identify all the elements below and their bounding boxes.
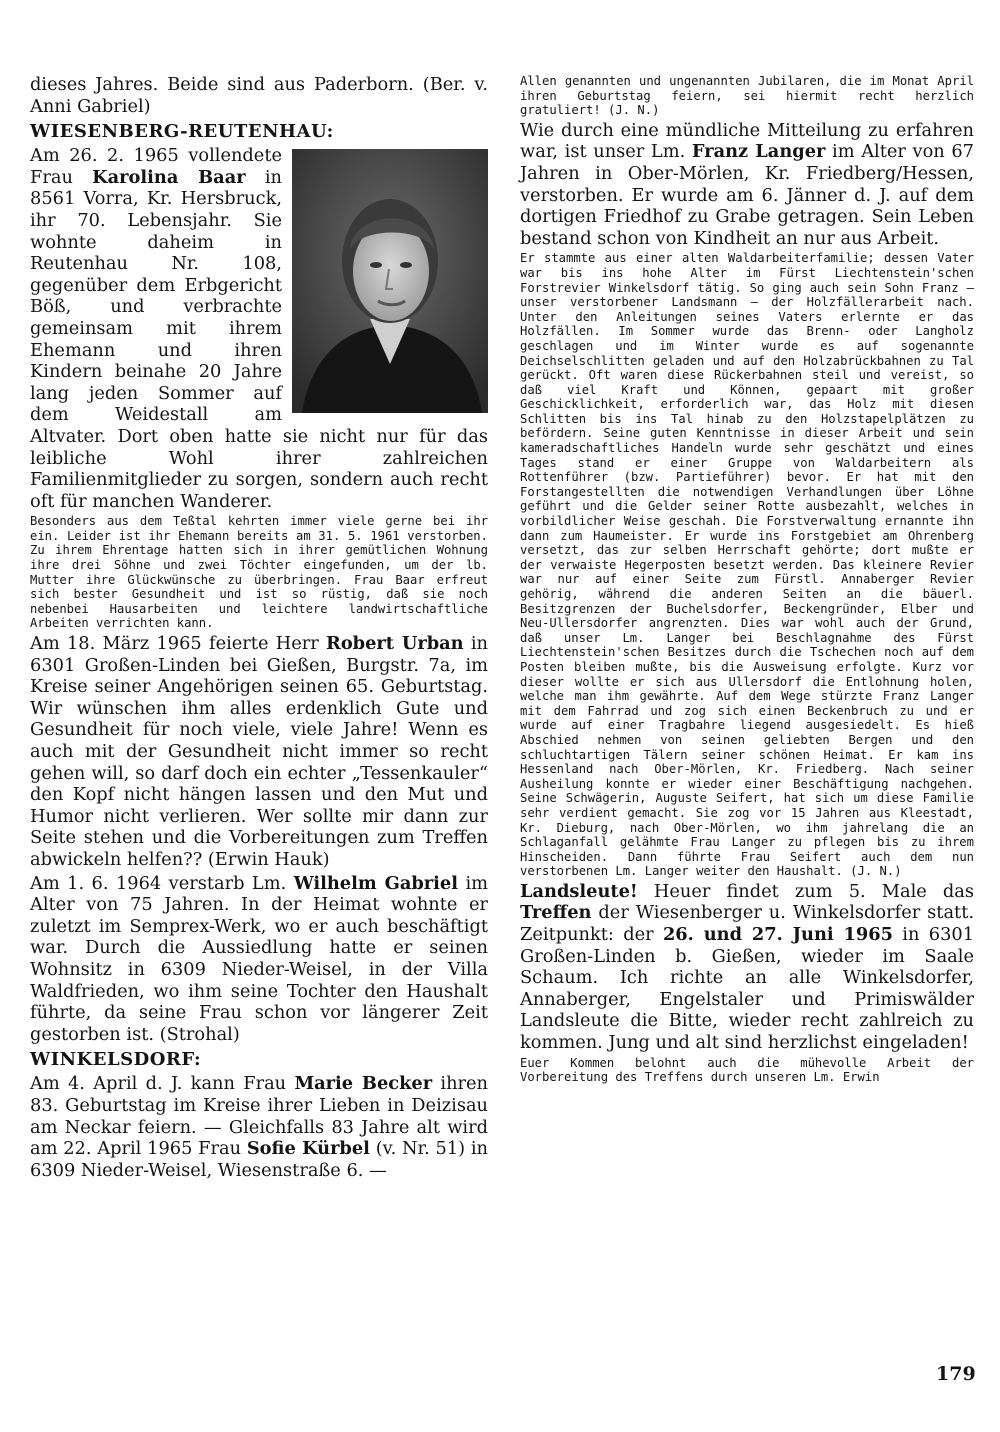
paragraph-urban [30,633,488,871]
text-run: in 6301 Großen-Linden bei Gießen, Burgstr. 7a, im Kreise seiner Angehörigen seinen 65. Geburtstag. Wir wünschen ihm alles erdenklich Gute und Gesundheit für noch viele, viele Jahre! Wenn es auch mit der Gesundheit nicht immer so recht gehen will, so darf doch ein echter „Tessenkauler“ den Kopf nicht hängen lassen und den Mut und Humor nicht verlieren. Wer sollte mir dann zur Seite stehen und die Vorbereitungen zum Treffen abwickeln helfen?? (Erwin Hauk) [30,633,488,870]
bold-landsleute: Landsleute! [520,880,638,902]
bold-date: 26. und 27. Juni 1965 [662,924,893,946]
text-run: im Alter von 67 Jahren in Ober-Mörlen, Kr. Friedberg/Hessen, verstorben. Er wurde am 6. Jänner d. J. auf dem dortigen Friedhof zu Grabe getragen. Sein Leben bestand schon von Kindheit an nur aus Arbeit. [520,141,974,249]
paragraph-becker [30,1073,488,1181]
text-run: (v. Nr. 51) in 6309 Nieder-Weisel, Wiesenstraße 6. — [30,1138,488,1181]
text-run: Wie durch eine mündliche Mitteilung zu erfahren war, ist unser Lm. [520,119,974,163]
paragraph-langer-small: Er stammte aus einer alten Waldarbeiterfamilie; dessen Vater war bis ins hohe Alter im Fürst Liechtenstein'schen Forstrevier Winkelsdorf tätig. So ging auch sein Sohn Franz — unser verstorbener Landsmann — der Holzfällerarbeit nach. Unter den Anleitungen seines Vaters erlernte er das Holzfällen. Im Sommer wurde das Brenn- oder Langholz geschlagen und im Winter wurde es auf sogenannte Deichselschlitten geladen und auf den Holzabrückbahnen zu Tal gerückt. Oft waren diese Rückerbahnen steil und vereist, so daß viel Kraft und Können, gepaart mit großer Geschicklichkeit, erforderlich war, das Holz mit diesen Schlitten bis ins Tal hinab zu den Holzstapelplätzen zu befördern. Seine guten Kenntnisse in dieser Arbeit und sein kameradschaftliches Handeln wurde sehr geschätzt und eines Tages stand er einer Gruppe von Waldarbeitern als Rottenführer (bzw. Partieführer) bevor. Er hat mit den Forstangestellten die notwendigen Verhandlungen über Löhne geführt und die Gelder seiner Rotte ausbezahlt, welches in vorbildlicher Weise geschah. Die Forstverwaltung ernannte ihn dann zum Haumeister. Er wurde ins Forstgebiet am Ohrenberg versetzt, das zur selben Herrschaft gehörte; dort mußte er der verwaiste Hegerposten besetzt werden. Das kleinere Revier war nur auf einer Seite zum Fürstl. Annaberger Revier gehörig, während die anderen Seiten an die bäuerl. Besitzgrenzen der Buchelsdorfer, Beckengründer, Elber und Neu-Ullersdorfer angrenzten. Dies war wohl auch der Grund, daß unser Lm. Langer bei Beschlagnahme des Fürst Liechtenstein'schen Besitzes durch die Tschechen noch auf dem Posten bleiben mußte, bis die Ausweisung erfolgte. Kurz vor dieser wollte er sich aus Ullersdorf die Entlohnung holen, welche man ihm gewährte. Auf dem Wege stürzte Franz Langer mit dem Fahrrad und zog sich einen Beckenbruch zu und er wurde auf einer Tragbahre liegend ausgesiedelt. Es hieß Abschied nehmen von seinen geliebten Bergen und den schluchtartigen Tälern seiner schönen Heimat. Er kam ins Hessenland nach Ober-Mörlen, Kr. Friedberg. Nach seiner Ausheilung konnte er wieder einer Beschäftigung nachgehen. Seine Schwägerin, Auguste Seifert, hat sich um diese Familie sehr verdient gemacht. Sie zog vor 15 Jahren aus Kleestadt, Kr. Dieburg, nach Ober-Mörlen, wo ihm jahrelang die an Schlaganfall gelähmte Frau Langer zu pflegen bis zu ihrem Hinscheiden. Dann führte Frau Seifert auch dem nun verstorbenen Lm. Langer weiter den Haushalt. (J. N.) [520,251,974,879]
name-wilhelm-gabriel: Wilhelm Gabriel [293,872,458,894]
portrait-image [292,149,488,413]
text-run: in 6301 Großen-Linden b. Gießen, wieder im Saale Schaum. Ich richte an alle Winkelsdorfer, Annaberger, Engelstaler und Primiswälder Landsleute die Bitte, wieder recht zahlreich zu kommen. Jung und alt sind herzlichst eingeladen! [520,924,975,1054]
text-run: im Alter von 75 Jahren. In der Heimat wohnte er zuletzt im Semprex-Werk, wo er auch beschäftigt war. Durch die Aussiedlung hatte er seinen Wohnsitz in 6309 Nieder-Weisel, in der Villa Waldfrieden, wo ihm seine Tochter den Haushalt führte, da seine Frau schon vor längerer Zeit gestorben ist. (Strohal) [30,872,488,1045]
paragraph-closing: Euer Kommen belohnt auch die mühevolle Arbeit der Vorbereitung des Treffens durch unseren Lm. Erwin [520,1055,974,1085]
section-heading-wiesenberg: WIESENBERG-REUTENHAU: [30,121,334,143]
paragraph-treffen [520,881,974,1054]
text-run: Am 1. 6. 1964 verstarb Lm. [30,872,294,894]
left-column [30,74,488,1181]
paragraph-langer [520,120,974,250]
name-marie-becker: Marie Becker [294,1073,433,1095]
text-run: Heuer findet zum 5. Male das [637,880,974,902]
paragraph-continuation: dieses Jahres. Beide sind aus Paderborn. (Ber. v. Anni Gabriel) [30,74,488,117]
right-column [520,74,974,1085]
text-run: Am 4. April d. J. kann Frau [30,1073,295,1095]
text-run: in 8561 Vorra, Kr. Hersbruck, ihr 70. Lebensjahr. Sie wohnte daheim in Reutenhau Nr. 108, gegenüber dem Erbgericht Böß, und verbrachte gemeinsam mit ihrem Ehemann und ihren Kindern beinahe 20 Jahre lang jeden Sommer auf dem Weidestall am Altvater. Dort oben hatte sie nicht nur für das leibliche Wohl ihrer zahlreichen Familienmitglieder zu sorgen, sondern auch recht oft für manchen Wanderer. [30,166,488,512]
text-run: Am 18. März 1965 feierte Herr [30,633,327,655]
paragraph-gabriel [30,873,488,1046]
name-robert-urban: Robert Urban [326,633,464,655]
name-karolina-baar: Karolina Baar [92,166,246,188]
text-run: Am 26. 2. 1965 vollendete Frau [30,145,282,188]
name-franz-langer: Franz Langer [691,141,826,163]
bold-treffen: Treffen [520,902,592,924]
portrait-photo [292,149,488,413]
text-run: der Wiesenberger u. Winkelsdorfer statt. Zeitpunkt: der [520,902,974,946]
section-heading-winkelsdorf: WINKELSDORF: [30,1049,202,1071]
page-number: 179 [936,1363,976,1385]
name-sofie-kuerbel: Sofie Kürbel [246,1138,370,1160]
paragraph-jubilare: Allen genannten und ungenannten Jubilaren, die im Monat April ihren Geburtstag feiern, sei hiermit recht herzlich gratuliert! (J. N.) [520,74,974,118]
paragraph-baar-small: Besonders aus dem Teßtal kehrten immer viele gerne bei ihr ein. Leider ist ihr Ehemann bereits am 31. 5. 1961 verstorben. Zu ihrem Ehrentage hatten sich in ihrer gemütlichen Wohnung ihre drei Söhne und zwei Töchter eingefunden, um der lb. Mutter ihre Glückwünsche zu überbringen. Frau Baar erfreut sich bester Gesundheit und ist so rüstig, daß sie noch nebenbei Hausarbeiten und leichtere landwirtschaftliche Arbeiten verrichten kann. [30,514,488,631]
text-run: ihren 83. Geburtstag im Kreise ihrer Lieben in Deizisau am Neckar feiern. — Gleichfalls 83 Jahre alt wird am 22. April 1965 Frau [30,1073,489,1160]
